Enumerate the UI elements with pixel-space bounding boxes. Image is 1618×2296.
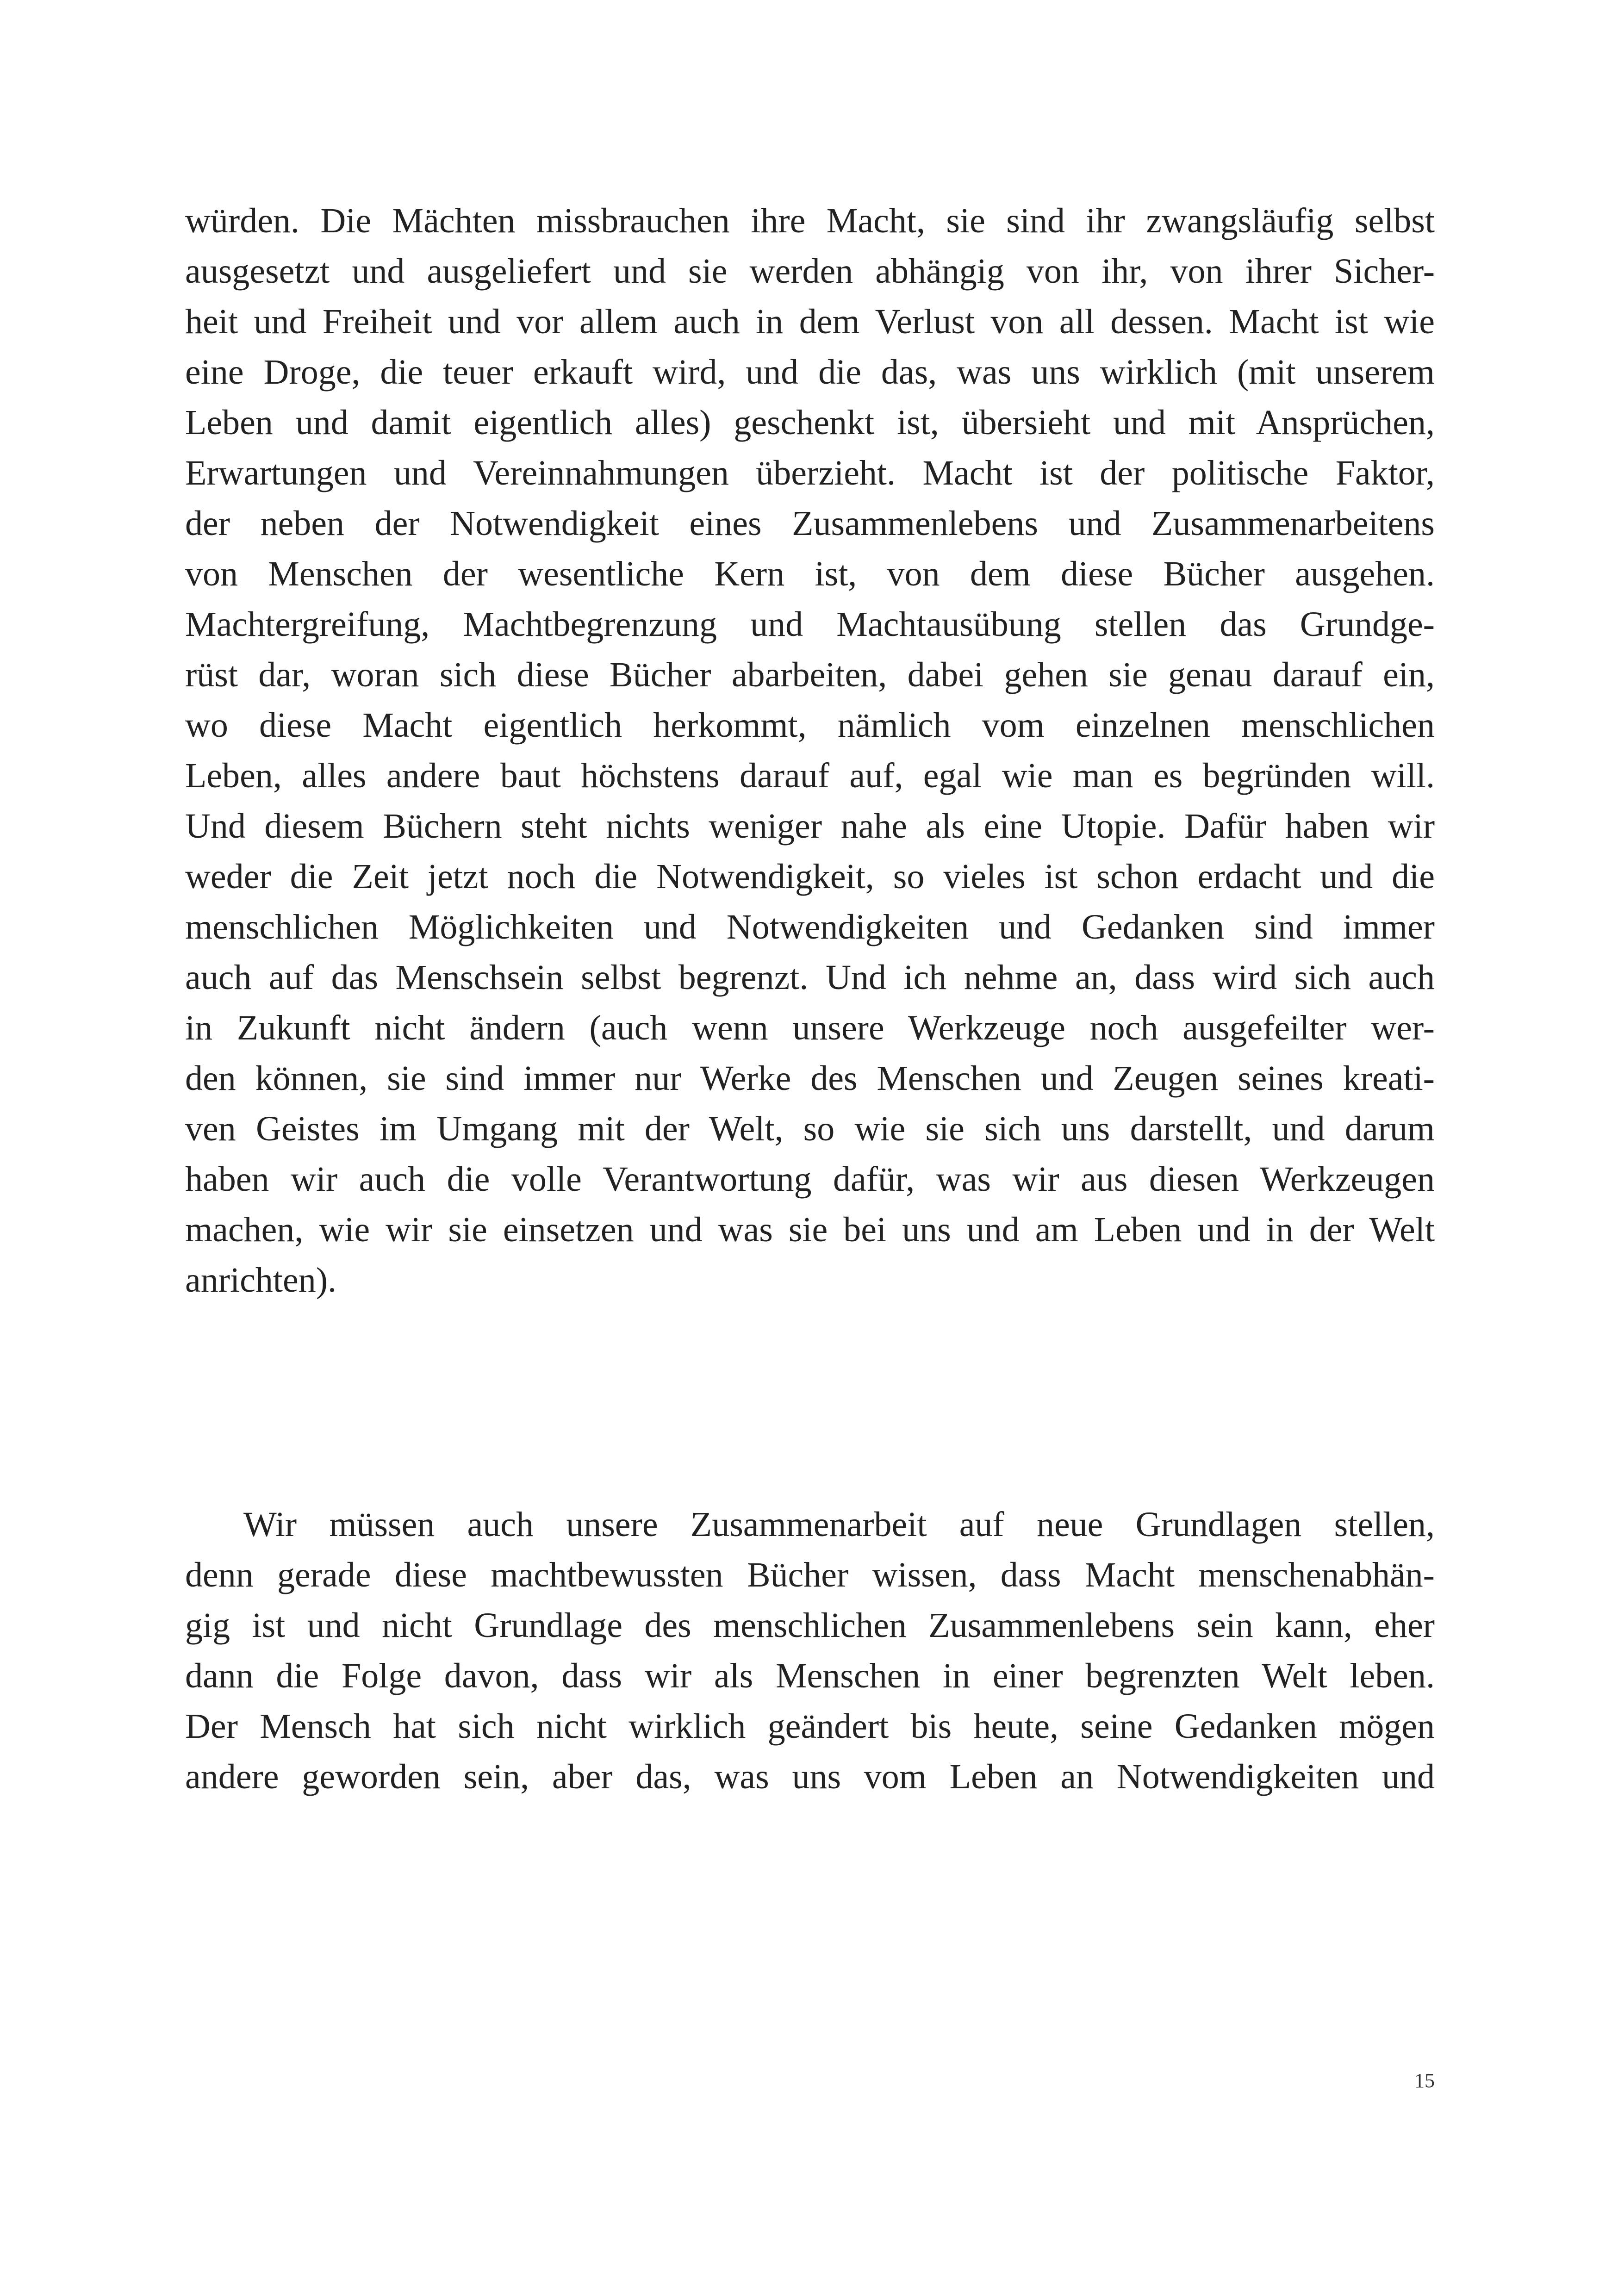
text-line: ausgesetzt und ausgeliefert und sie werden abhängig von ihr, von ihrer Sicher- [185,252,1435,291]
text-line: Und diesem Büchern steht nichts weniger nahe als eine Utopie. Dafür haben wir [185,807,1435,846]
page-number: 15 [1414,2069,1435,2092]
text-line: weder die Zeit jetzt noch die Notwendigkeit, so vieles ist schon erdacht und die [185,857,1435,896]
text-line: haben wir auch die volle Verantwortung dafür, was wir aus diesen Werkzeugen [185,1160,1435,1199]
paragraph-2 [185,1500,1435,1802]
text-line: von Menschen der wesentliche Kern ist, von dem diese Bücher ausgehen. [185,554,1435,593]
text-line: Wir müssen auch unsere Zusammenarbeit auf neue Grundlagen stellen, [243,1505,1435,1544]
text-line: dann die Folge davon, dass wir als Menschen in einer begrenzten Welt leben. [185,1656,1435,1695]
text-line: in Zukunft nicht ändern (auch wenn unsere Werkzeuge noch ausgefeilter wer- [185,1008,1435,1047]
text-line: gig ist und nicht Grundlage des menschlichen Zusammenlebens sein kann, eher [185,1606,1435,1645]
text-line: anrichten). [185,1261,337,1300]
text-line: menschlichen Möglichkeiten und Notwendigkeiten und Gedanken sind immer [185,908,1435,946]
text-line: Leben und damit eigentlich alles) geschenkt ist, übersieht und mit Ansprüchen, [185,403,1435,442]
text-line: eine Droge, die teuer erkauft wird, und die das, was uns wirklich (mit unserem [185,353,1435,392]
text-line: machen, wie wir sie einsetzen und was sie bei uns und am Leben und in der Welt [185,1210,1435,1249]
text-line: wo diese Macht eigentlich herkommt, nämlich vom einzelnen menschlichen [185,706,1435,745]
text-line: der neben der Notwendigkeit eines Zusammenlebens und Zusammenarbeitens [185,504,1435,543]
text-line: den können, sie sind immer nur Werke des Menschen und Zeugen seines kreati- [185,1059,1435,1098]
text-line: Der Mensch hat sich nicht wirklich geändert bis heute, seine Gedanken mögen [185,1707,1435,1746]
text-line: rüst dar, woran sich diese Bücher abarbeiten, dabei gehen sie genau darauf ein, [185,655,1435,694]
text-line: ven Geistes im Umgang mit der Welt, so wie sie sich uns darstellt, und darum [185,1109,1435,1148]
paragraph-1 [185,196,1435,1306]
text-line: Leben, alles andere baut höchstens darauf auf, egal wie man es begründen will. [185,756,1435,795]
text-line: Erwartungen und Vereinnahmungen überzieht. Macht ist der politische Faktor, [185,454,1435,492]
text-line: andere geworden sein, aber das, was uns vom Leben an Notwendigkeiten und [185,1757,1435,1796]
text-line: auch auf das Menschsein selbst begrenzt. Und ich nehme an, dass wird sich auch [185,958,1435,997]
text-line: denn gerade diese machtbewussten Bücher wissen, dass Macht menschenabhän- [185,1556,1435,1594]
text-line: würden. Die Mächten missbrauchen ihre Macht, sie sind ihr zwangsläufig selbst [185,201,1435,240]
text-line: Machtergreifung, Machtbegrenzung und Machtausübung stellen das Grundge- [185,605,1435,644]
text-line: heit und Freiheit und vor allem auch in dem Verlust von all dessen. Macht ist wie [185,302,1435,341]
